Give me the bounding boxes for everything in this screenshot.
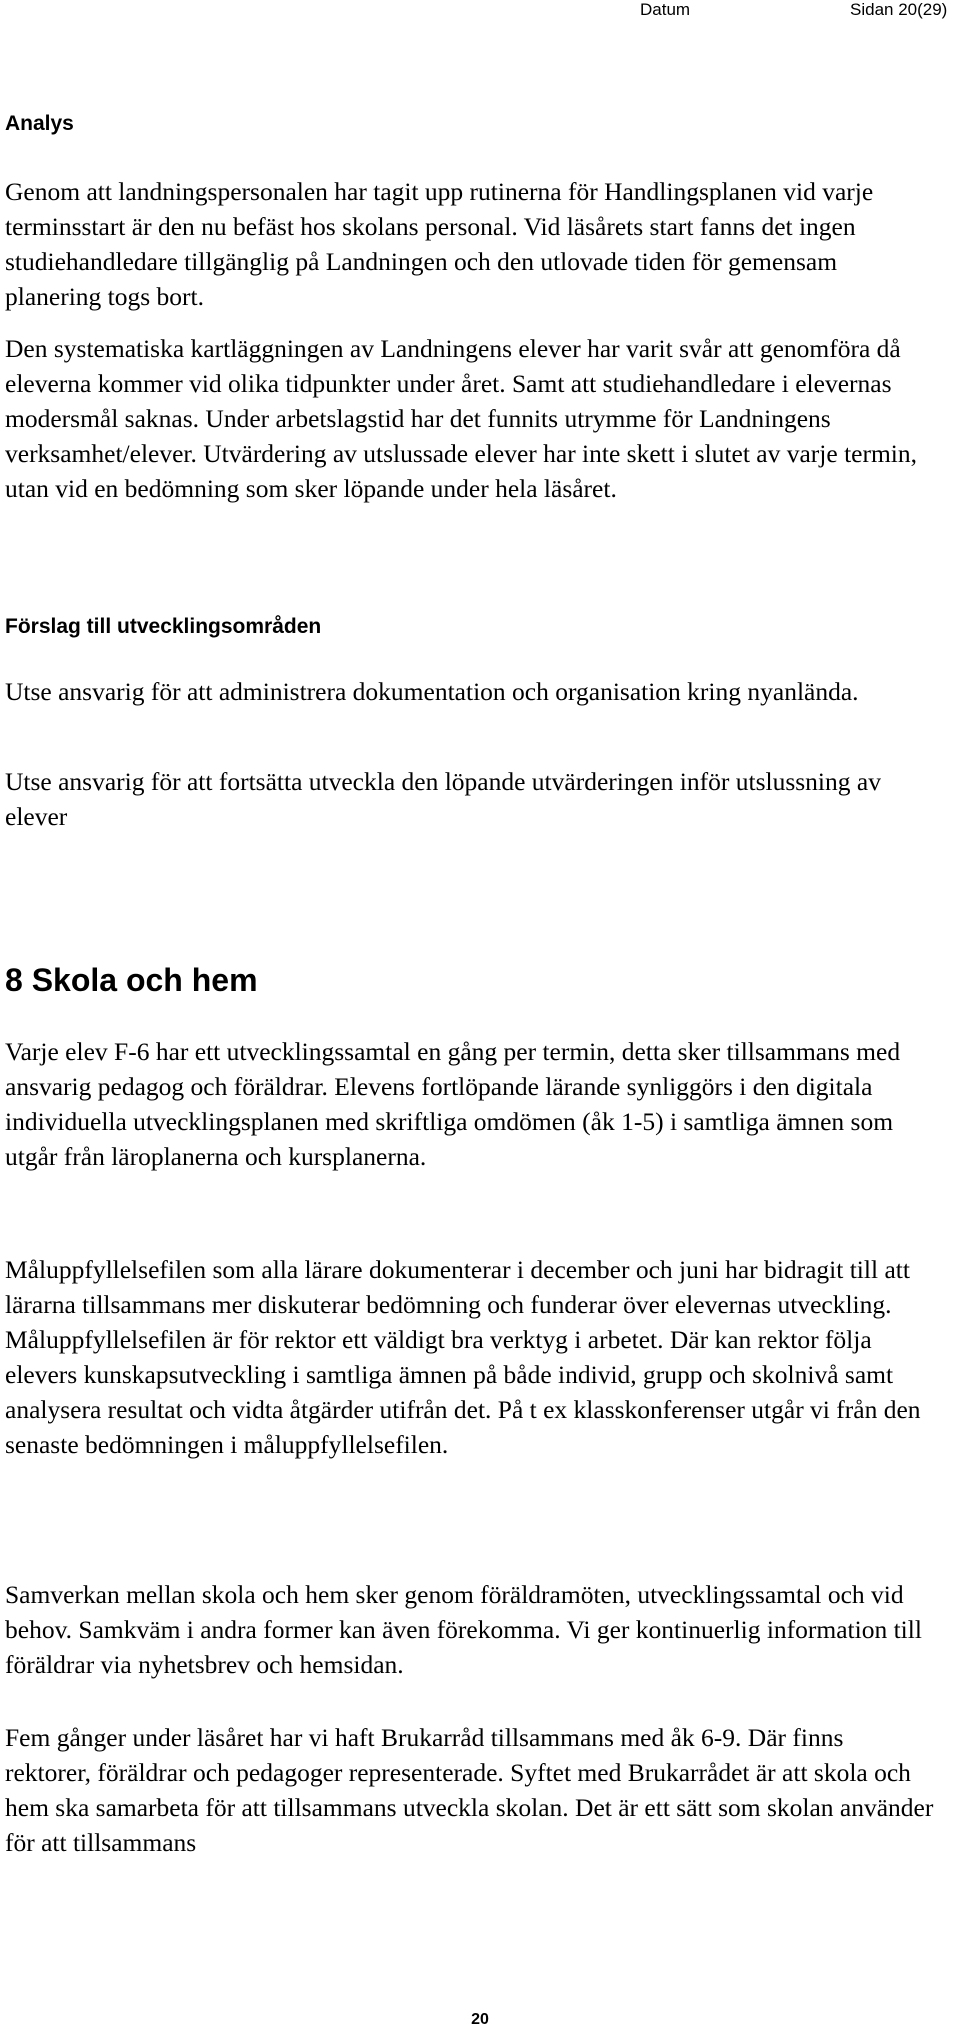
header-date-label: Datum (640, 0, 691, 19)
skola-och-hem-heading: 8 Skola och hem (5, 962, 258, 998)
skola-paragraph-3: Samverkan mellan skola och hem sker genom föräldramöten, utvecklingssamtal och vid behov. Samkväm i andra former kan även förekomma. Vi ger kontinuerlig information till föräldrar via nyhetsbrev och hemsidan. (5, 1580, 922, 1679)
skola-paragraph-1: Varje elev F-6 har ett utvecklingssamtal en gång per termin, detta sker tillsammans med ansvarig pedagog och föräldrar. Elevens fortlöpande lärande synliggörs i den digitala individuella utvecklingsplanen med skriftliga omdömen (åk 1-5) i samtliga ämnen som utgår från läroplanerna och kursplanerna. (5, 1037, 901, 1171)
footer-page-number: 20 (471, 2011, 489, 2028)
skola-paragraph-2: Måluppfyllelsefilen som alla lärare dokumenterar i december och juni har bidragit till att lärarna tillsammans mer diskuterar bedömning och funderar över elevernas utveckling. Måluppfyllelsefilen är för rektor ett väldigt bra verktyg i arbetet. Där kan rektor följa elevers kunskapsutveckling i samtliga ämnen på både individ, grupp och skolnivå samt analysera resultat och vidta åtgärder utifrån det. På t ex klasskonferenser utgår vi från den senaste bedömningen i måluppfyllelsefilen. (5, 1255, 921, 1459)
header-page-indicator: Sidan 20(29) (850, 0, 948, 19)
analys-heading: Analys (5, 112, 74, 135)
skola-paragraph-4: Fem gånger under läsåret har vi haft Brukarråd tillsammans med åk 6-9. Där finns rektorer, föräldrar och pedagoger representerade. Syftet med Brukarrådet är att skola och hem ska samarbeta för att tillsammans utveckla skolan. Det är ett sätt som skolan använder för att tillsammans (5, 1723, 934, 1857)
analys-paragraph-1: Genom att landningspersonalen har tagit upp rutinerna för Handlingsplanen vid varje terminsstart är den nu befäst hos skolans personal. Vid läsårets start fanns det ingen studiehandledare tillgänglig på Landningen och den utlovade tiden för gemensam planering togs bort. (5, 177, 874, 311)
analys-paragraph-2: Den systematiska kartläggningen av Landningens elever har varit svår att genomföra då eleverna kommer vid olika tidpunkter under året. Samt att studiehandledare i elevernas modersmål saknas. Under arbetslagstid har det funnits utrymme för Landningens verksamhet/elever. Utvärdering av utslussade elever har inte skett i slutet av varje termin, utan vid en bedömning som sker löpande under hela läsåret. (5, 334, 918, 503)
forslag-heading: Förslag till utvecklingsområden (5, 615, 322, 638)
forslag-paragraph-1: Utse ansvarig för att administrera dokumentation och organisation kring nyanlända. (5, 677, 859, 706)
forslag-paragraph-2: Utse ansvarig för att fortsätta utveckla den löpande utvärderingen inför utslussning av elever (5, 767, 881, 831)
